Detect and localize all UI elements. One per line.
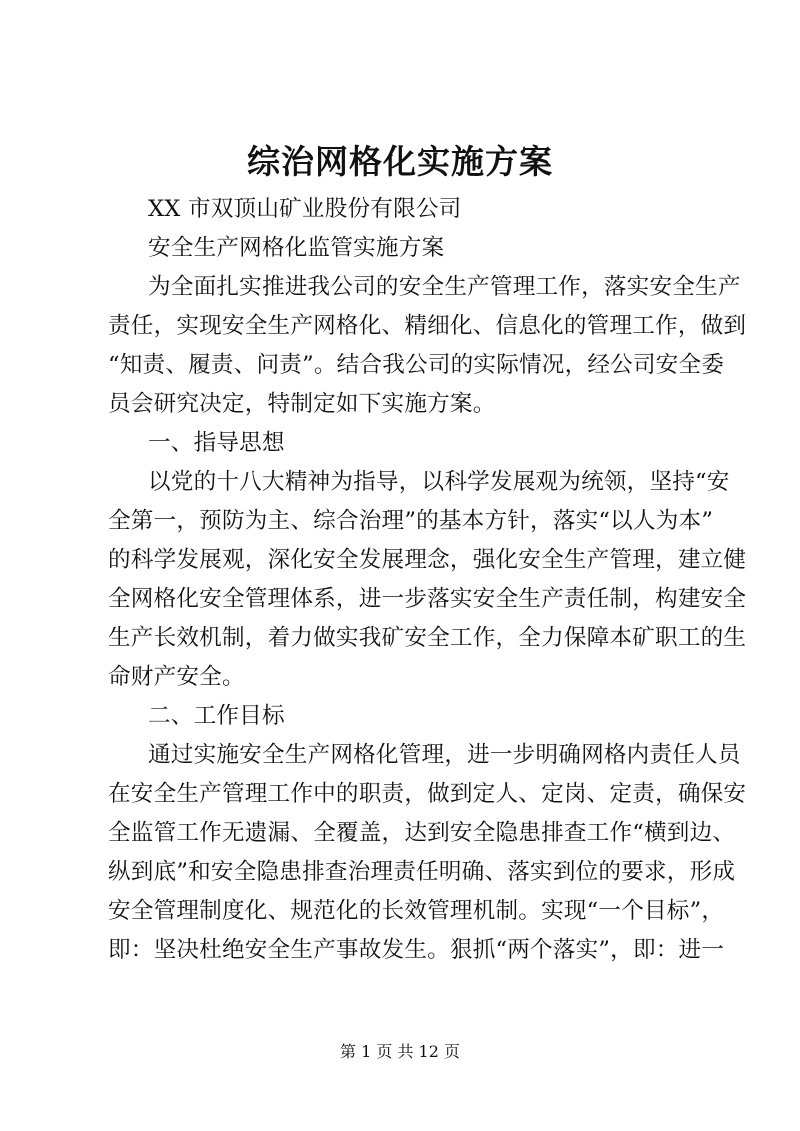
company-name: XX 市双顶山矿业股份有限公司: [148, 196, 462, 222]
section2-line: 即：坚决杜绝安全生产事故发生。狠抓“两个落实”，即：进一: [108, 937, 725, 963]
section2-line: 通过实施安全生产网格化管理，进一步明确网格内责任人员: [148, 742, 741, 768]
section1-line: 全网格化安全管理体系，进一步落实安全生产责任制，构建安全: [108, 586, 747, 612]
section-heading: 一、指导思想: [148, 430, 285, 456]
section1-line: 的科学发展观，深化安全发展理念，强化安全生产管理，建立健: [108, 547, 747, 573]
intro-line: “知责、履责、问责”。结合我公司的实际情况，经公司安全委: [108, 352, 725, 378]
section1-line: 全第一，预防为主、综合治理”的基本方针，落实“以人为本”: [108, 508, 714, 534]
page-number-footer: 第 1 页 共 12 页: [340, 1042, 460, 1061]
section1-line: 以党的十八大精神为指导，以科学发展观为统领，坚持“安: [148, 469, 730, 495]
section1-line: 命财产安全。: [108, 664, 245, 690]
section2-line: 全监管工作无遗漏、全覆盖，达到安全隐患排查工作“横到边、: [108, 820, 736, 846]
intro-line: 责任，实现安全生产网格化、精细化、信息化的管理工作，做到: [108, 313, 747, 339]
section2-line: 在安全生产管理工作中的职责，做到定人、定岗、定责，确保安: [108, 781, 747, 807]
intro-line: 为全面扎实推进我公司的安全生产管理工作，落实安全生产: [148, 274, 741, 300]
section2-line: 纵到底”和安全隐患排查治理责任明确、落实到位的要求，形成: [108, 859, 736, 885]
document-subtitle: 安全生产网格化监管实施方案: [148, 235, 445, 261]
section-heading: 二、工作目标: [148, 703, 285, 729]
document-title: 综治网格化实施方案: [247, 142, 553, 181]
intro-line: 员会研究决定，特制定如下实施方案。: [108, 391, 496, 417]
section1-line: 生产长效机制，着力做实我矿安全工作，全力保障本矿职工的生: [108, 625, 747, 651]
section2-line: 安全管理制度化、规范化的长效管理机制。实现“一个目标”，: [108, 898, 725, 924]
